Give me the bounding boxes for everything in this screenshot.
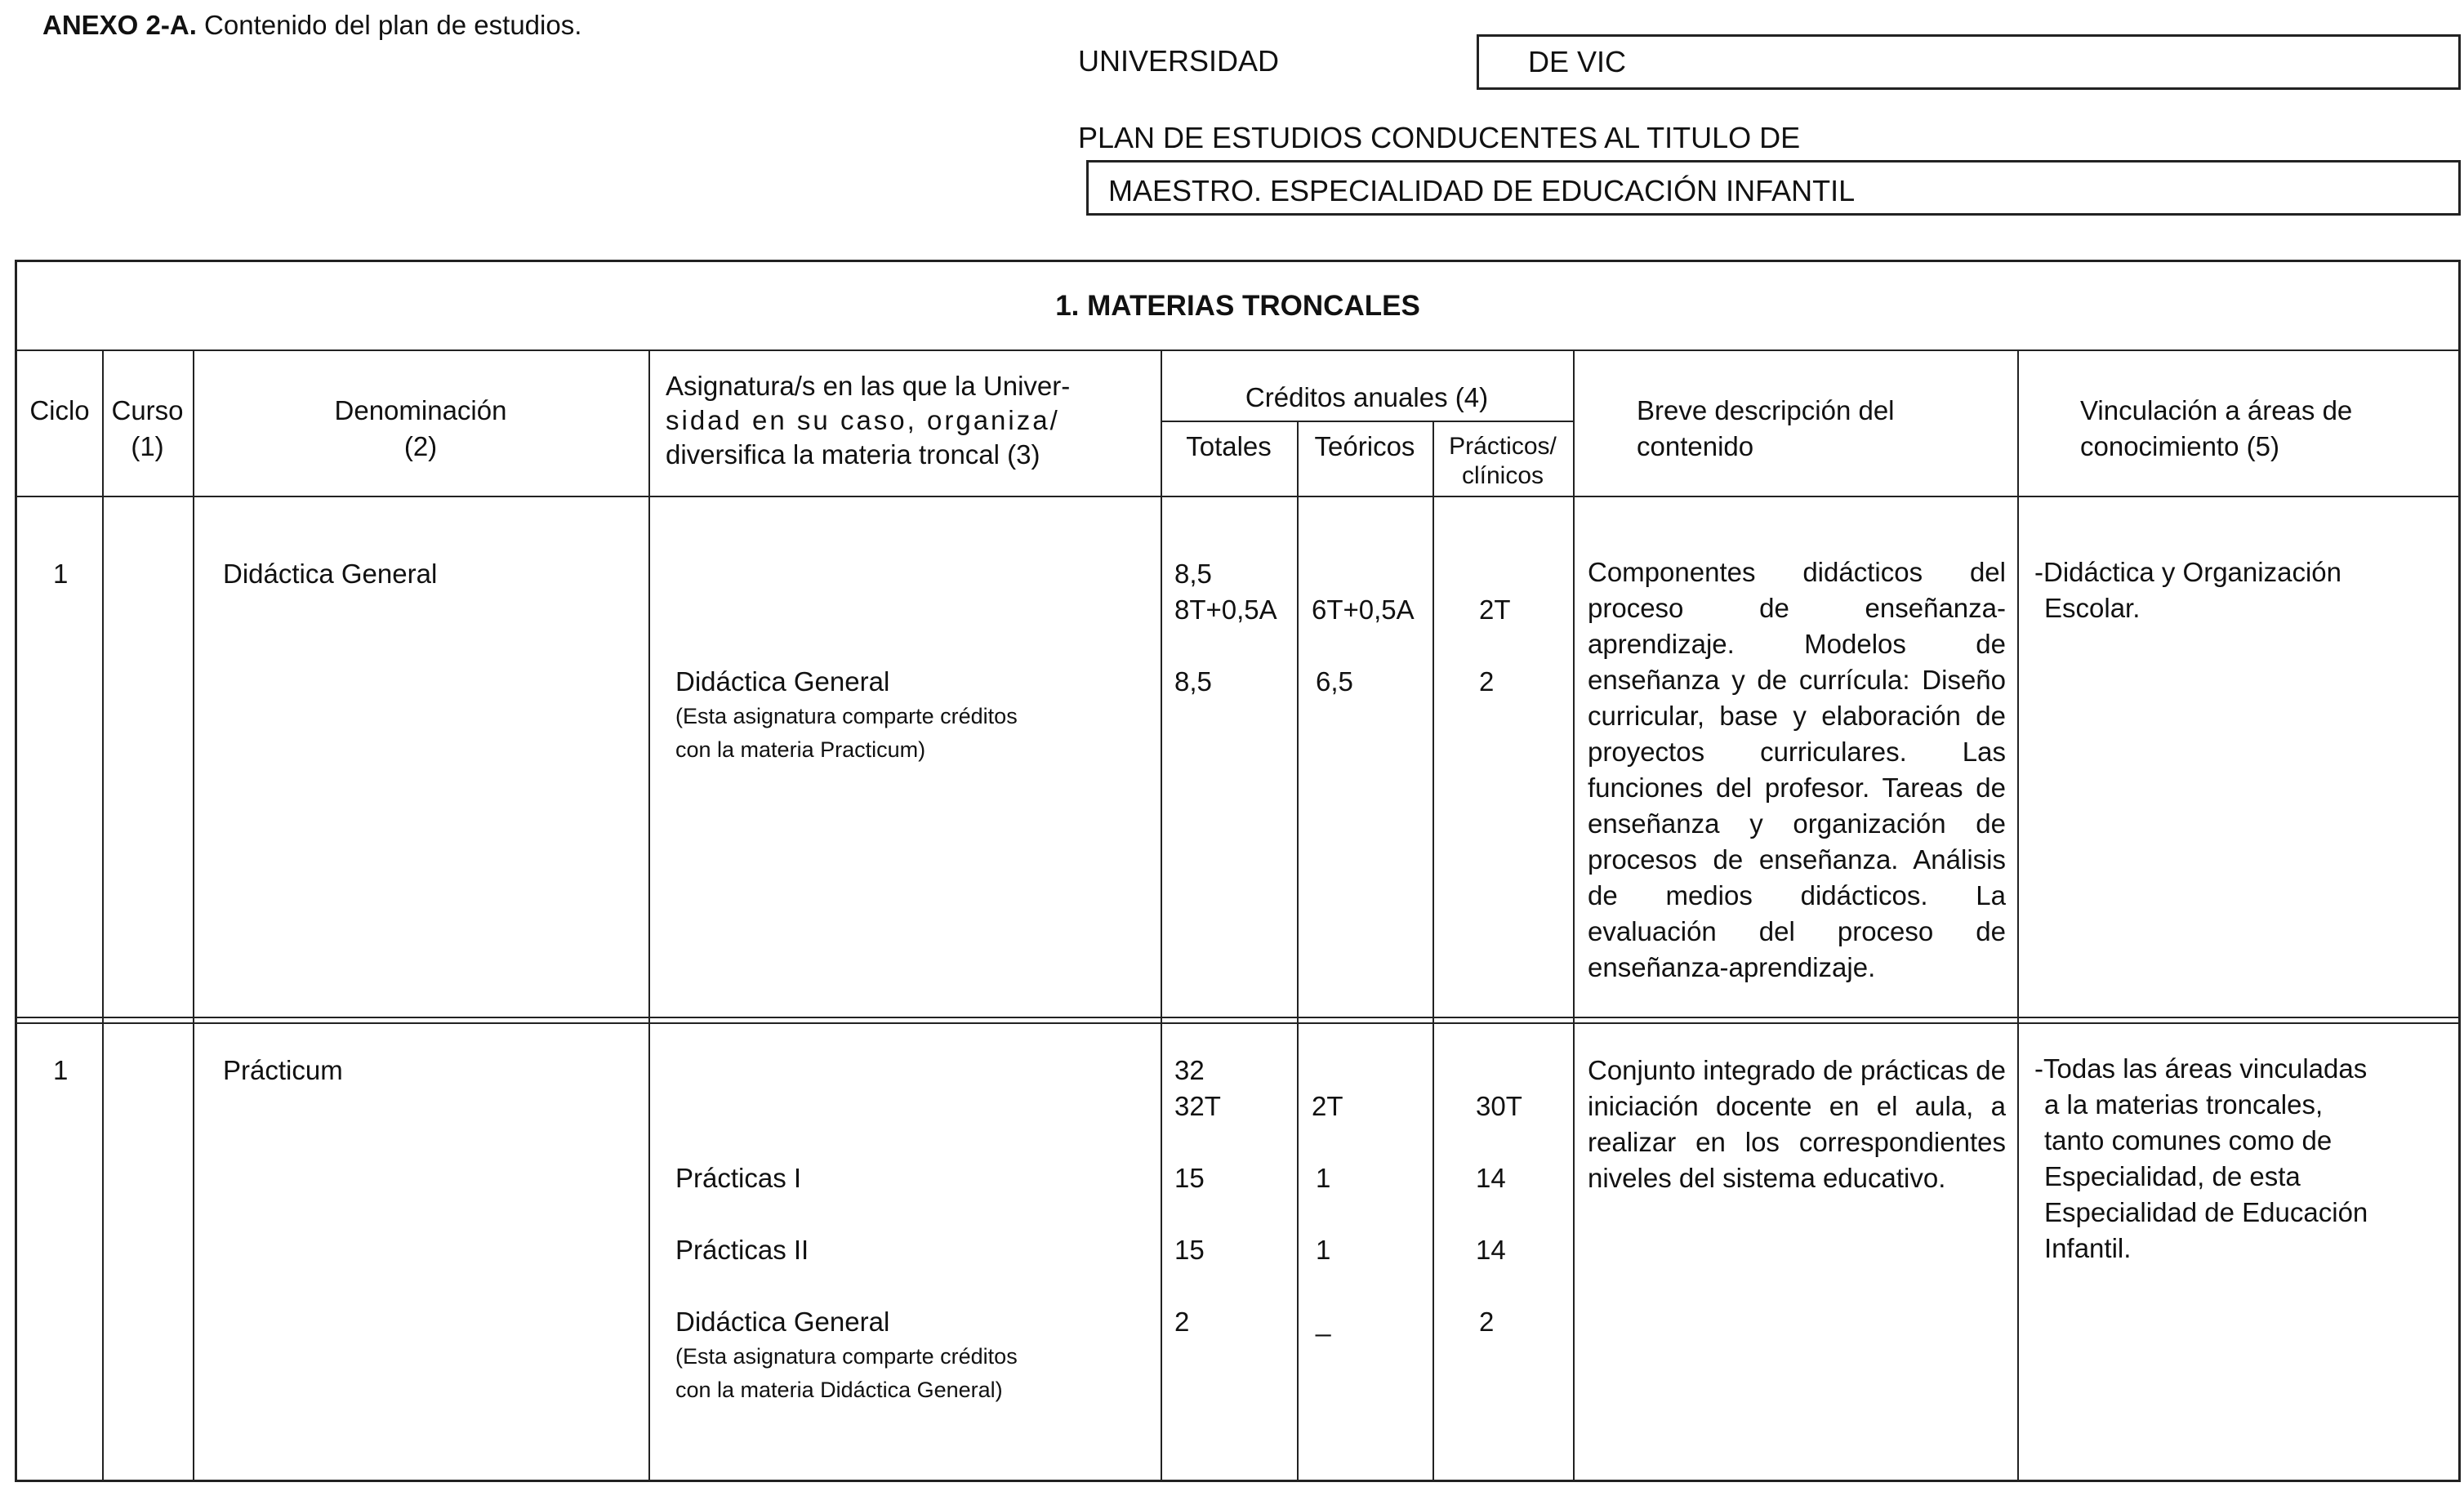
universidad-label: UNIVERSIDAD: [1078, 44, 1280, 78]
header-clinicos: clínicos: [1461, 462, 1544, 489]
plan-label: PLAN DE ESTUDIOS CONDUCENTES AL TITULO DE: [1078, 121, 1801, 154]
rule-row-separator-2: [17, 1022, 2458, 1024]
row1-denominacion: Didáctica General: [223, 559, 438, 589]
titulo-value: MAESTRO. ESPECIALIDAD DE EDUCACIÓN INFANTIL: [1108, 174, 1856, 207]
row2-asignatura3-practicos: 2: [1479, 1307, 1495, 1337]
row1-teoricos: 6T+0,5A: [1312, 594, 1415, 625]
row2-asignatura1-name: Prácticas I: [675, 1163, 802, 1193]
header-asignatura-line1: Asignatura/s en las que la Univer-: [666, 371, 1071, 401]
header-creditos: Créditos anuales (4): [1245, 382, 1489, 412]
header-ciclo: Ciclo: [29, 395, 90, 425]
row2-asignatura2-teoricos: 1: [1316, 1235, 1331, 1265]
col-rule-creditos: [1573, 349, 1575, 1480]
col-rule-ciclo: [102, 349, 104, 1480]
header-descripcion: Breve descripción del: [1637, 395, 1895, 425]
annex-label: ANEXO 2-A.: [42, 10, 197, 40]
row2-asignatura1-totales: 15: [1174, 1163, 1205, 1193]
header-asignatura-line2: sidad en su caso, organiza/: [666, 405, 1060, 435]
row1-asignatura-totales: 8,5: [1174, 666, 1212, 697]
row1-asignatura-note2: con la materia Practicum): [675, 737, 926, 762]
header-descripcion-2: contenido: [1637, 431, 1754, 461]
row1-totales-breakdown: 8T+0,5A: [1174, 594, 1277, 625]
rule-below-header: [17, 496, 2458, 497]
col-rule-curso: [193, 349, 194, 1480]
row2-asignatura3-note1: (Esta asignatura comparte créditos: [675, 1344, 1018, 1369]
header-asignatura-line3: diversifica la materia troncal (3): [666, 439, 1040, 470]
rule-below-title: [17, 349, 2458, 351]
row2-vinculacion-3: tanto comunes como de: [2044, 1125, 2333, 1155]
materias-troncales-table: [15, 260, 2461, 1482]
header-vinculacion: Vinculación a áreas de: [2080, 395, 2353, 425]
col-rule-denominacion: [648, 349, 650, 1480]
titulo-value-box: [1086, 160, 2461, 216]
row2-asignatura2-totales: 15: [1174, 1235, 1205, 1265]
row2-asignatura3-teoricos: _: [1316, 1307, 1331, 1337]
row1-vinculacion: -Didáctica y Organización: [2034, 557, 2341, 587]
row2-asignatura3-totales: 2: [1174, 1307, 1190, 1337]
row2-asignatura2-practicos: 14: [1476, 1235, 1506, 1265]
row1-totales: 8,5: [1174, 559, 1212, 589]
row1-asignatura-name: Didáctica General: [675, 666, 890, 697]
row1-vinculacion-2: Escolar.: [2044, 593, 2141, 623]
row2-practicos: 30T: [1476, 1091, 1522, 1121]
row2-vinculacion-5: Especialidad de Educación: [2044, 1197, 2368, 1227]
row2-asignatura1-teoricos: 1: [1316, 1163, 1331, 1193]
annex-heading: [42, 10, 581, 41]
row2-teoricos: 2T: [1312, 1091, 1343, 1121]
row2-vinculacion-4: Especialidad, de esta: [2044, 1161, 2301, 1191]
header-curso-note: (1): [131, 431, 164, 461]
row2-vinculacion-1: -Todas las áreas vinculadas: [2034, 1053, 2368, 1084]
col-rule-descripcion: [2017, 349, 2019, 1480]
header-teoricos: Teóricos: [1314, 431, 1415, 461]
col-rule-teoricos: [1433, 421, 1434, 1480]
row1-ciclo: 1: [53, 559, 69, 589]
row1-practicos: 2T: [1479, 594, 1511, 625]
header-denominacion-note: (2): [403, 431, 438, 461]
row2-vinculacion-6: Infantil.: [2044, 1233, 2132, 1263]
row2-denominacion: Prácticum: [223, 1055, 343, 1085]
section-title: 1. MATERIAS TRONCALES: [1055, 290, 1420, 322]
header-practicos: Prácticos/: [1449, 433, 1557, 460]
row1-descripcion: Componentes didácticos del proceso de enseñanza-aprendizaje. Modelos de enseñanza y de currícula: Diseño curricular, base y elaboración de proyectos curriculares. Las funciones del profesor. Tareas de enseñanza y organización de procesos de enseñanza. Análisis de medios didácticos. La evaluación del proceso de enseñanza-aprendizaje.: [1588, 557, 2006, 982]
row2-descripcion: Conjunto integrado de prácticas de iniciación docente en el aula, a realizar en los correspondientes niveles del sistema educativo.: [1588, 1055, 2006, 1193]
header-totales: Totales: [1186, 431, 1272, 461]
rule-creditos-sub: [1161, 421, 1573, 422]
row1-asignatura-practicos: 2: [1479, 666, 1495, 697]
header-denominacion: Denominación: [334, 395, 507, 425]
rule-row-separator: [17, 1017, 2458, 1018]
row2-totales-breakdown: 32T: [1174, 1091, 1221, 1121]
row2-asignatura3-note2: con la materia Didáctica General): [675, 1378, 1003, 1402]
header-vinculacion-2: conocimiento (5): [2080, 431, 2279, 461]
row1-asignatura-teoricos: 6,5: [1316, 666, 1353, 697]
row2-asignatura2-name: Prácticas II: [675, 1235, 809, 1265]
row2-vinculacion-2: a la materias troncales,: [2044, 1089, 2324, 1120]
row2-asignatura3-name: Didáctica General: [675, 1307, 890, 1337]
universidad-value: DE VIC: [1528, 45, 1627, 78]
row2-asignatura1-practicos: 14: [1476, 1163, 1506, 1193]
row1-asignatura-note1: (Esta asignatura comparte créditos: [675, 704, 1018, 728]
universidad-value-box: [1477, 34, 2461, 90]
col-rule-totales: [1297, 421, 1299, 1480]
row2-totales: 32: [1174, 1055, 1205, 1085]
col-rule-asignatura: [1161, 349, 1162, 1480]
annex-description: Contenido del plan de estudios.: [196, 10, 582, 40]
header-curso: Curso: [111, 395, 184, 425]
row2-ciclo: 1: [53, 1055, 69, 1085]
